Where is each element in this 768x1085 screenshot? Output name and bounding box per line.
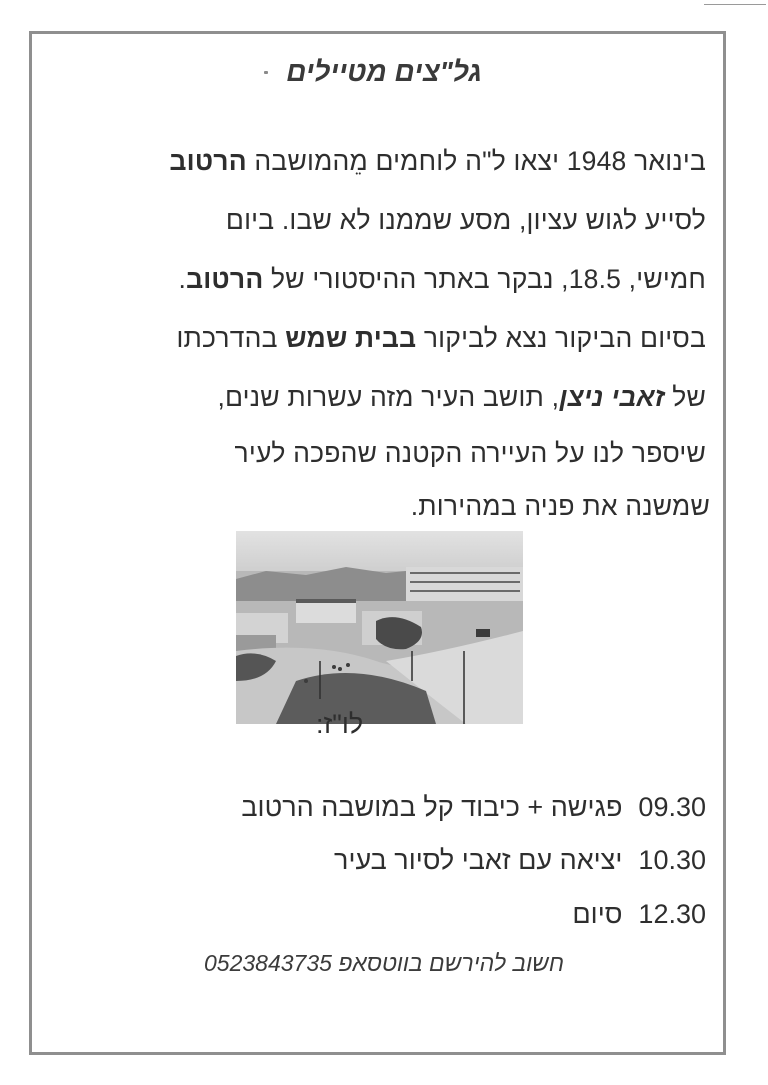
guide-name: זאבי ניצן xyxy=(559,382,665,412)
schedule-item xyxy=(334,845,706,876)
paragraph-line-5 xyxy=(217,382,706,413)
whatsapp-phone-number: 0523843735 xyxy=(204,950,332,976)
photo-illustration xyxy=(236,531,523,724)
schedule-time: 10.30 xyxy=(638,845,706,875)
paragraph-line-1 xyxy=(169,146,706,177)
paragraph-text: חמישי, 18.5, נבקר באתר ההיסטורי של xyxy=(263,264,706,294)
paragraph-text: של xyxy=(664,382,706,412)
schedule-time: 12.30 xyxy=(638,899,706,929)
place-name-beit-shemesh: בבית שמש xyxy=(285,323,417,353)
paragraph-text: בינואר 1948 יצאו ל"ה לוחמים מֵהמושבה xyxy=(246,146,706,176)
paragraph-line-4 xyxy=(176,323,706,354)
scan-edge-line xyxy=(704,4,766,5)
schedule-text: יציאה עם זאבי לסיור בעיר xyxy=(334,845,623,875)
schedule-item xyxy=(241,792,706,823)
schedule-heading: לו"ז: xyxy=(316,709,364,739)
paragraph-line-6 xyxy=(235,438,706,469)
paragraph-line-7 xyxy=(411,491,710,522)
paragraph-line-2 xyxy=(226,205,706,236)
paragraph-line-3 xyxy=(178,264,706,295)
historic-town-photo xyxy=(236,531,523,724)
paragraph-text: בסיום הביקור נצא לביקור xyxy=(416,323,706,353)
registration-text: חשוב להירשם בווטסאפ xyxy=(338,950,564,976)
paragraph-text: שיספר לנו על העיירה הקטנה שהפכה לעיר xyxy=(234,438,706,468)
schedule-text: פגישה + כיבוד קל במושבה הרטוב xyxy=(241,792,623,822)
place-name-haratov: הרטוב xyxy=(186,264,264,294)
paragraph-text: לסייע לגוש עציון, מסע שממנו לא שבו. ביום xyxy=(225,205,706,235)
place-name-haratov: הרטוב xyxy=(169,146,247,176)
paragraph-text: בהדרכתו xyxy=(176,323,286,353)
schedule-item xyxy=(572,899,706,930)
paragraph-text: . xyxy=(178,264,187,294)
schedule-time: 09.30 xyxy=(638,792,706,822)
paragraph-text: שמשנה את פניה במהירות. xyxy=(410,491,710,521)
registration-note xyxy=(0,950,768,977)
paragraph-text: , תושב העיר מזה עשרות שנים, xyxy=(217,382,560,412)
flyer-title: גל"צים מטיילים xyxy=(286,56,482,87)
schedule-text: סיום xyxy=(572,899,623,929)
